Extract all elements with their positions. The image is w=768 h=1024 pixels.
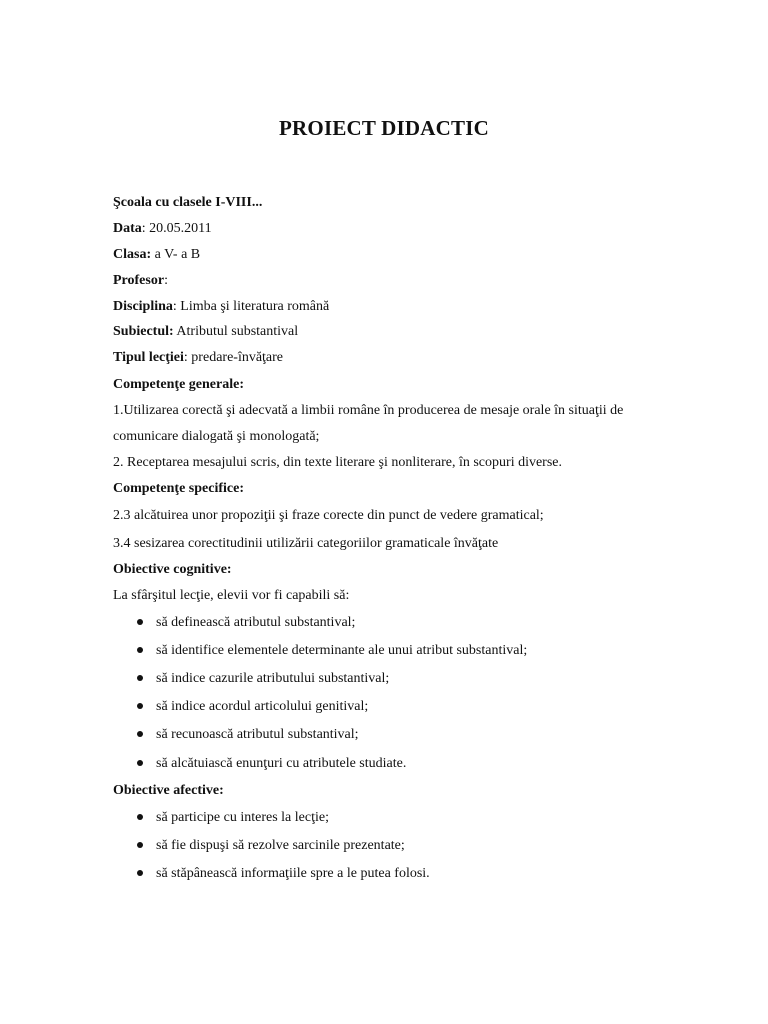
bullet-icon	[137, 619, 143, 625]
school-name: Şcoala cu clasele I-VIII...	[113, 195, 263, 210]
general-competence-item: 2. Receptarea mesajului scris, din texte literare şi nonliterare, în scopuri diverse.	[113, 455, 563, 470]
bullet-icon	[137, 814, 143, 820]
list-item: să stăpânească informaţiile spre a le putea folosi.	[137, 865, 757, 883]
class-value: a V- a B	[151, 247, 201, 262]
discipline-label: Disciplina	[113, 299, 173, 314]
specific-competences-heading: Competenţe specifice:	[113, 481, 245, 496]
bullet-icon	[137, 760, 143, 766]
class-line	[113, 246, 733, 264]
affective-objectives-heading: Obiective afective:	[113, 783, 224, 798]
general-competences-heading: Competenţe generale:	[113, 377, 245, 392]
page-title: PROIECT DIDACTIC	[279, 116, 489, 140]
bullet-icon	[137, 731, 143, 737]
list-item: să recunoască atributul substantival;	[137, 726, 757, 744]
bullet-icon	[137, 870, 143, 876]
bullet-icon	[137, 647, 143, 653]
cognitive-objectives-heading: Obiective cognitive:	[113, 562, 232, 577]
lesson-type-label: Tipul lecţiei	[113, 350, 184, 365]
subject-line	[113, 323, 733, 341]
subject-value: Atributul substantival	[173, 324, 299, 339]
bullet-icon	[137, 675, 143, 681]
list-item: să definească atributul substantival;	[137, 614, 757, 632]
general-competence-item: comunicare dialogată şi monologată;	[113, 429, 320, 444]
teacher-value: :	[164, 273, 168, 288]
list-item: să fie dispuşi să rezolve sarcinile prezentate;	[137, 837, 757, 855]
class-label: Clasa:	[113, 247, 152, 262]
list-item: să alcătuiască enunţuri cu atributele studiate.	[137, 755, 757, 773]
date-value: : 20.05.2011	[141, 221, 212, 236]
school-line	[113, 194, 733, 212]
general-competence-item: 1.Utilizarea corectă şi adecvată a limbii române în producerea de mesaje orale în situaţii de	[113, 403, 624, 418]
subject-label: Subiectul:	[113, 324, 174, 339]
lesson-type-value: : predare-învăţare	[183, 350, 284, 365]
list-item: să indice cazurile atributului substantival;	[137, 670, 757, 688]
teacher-label: Profesor	[113, 273, 165, 288]
teacher-line	[113, 272, 733, 290]
discipline-value: : Limba şi literatura română	[172, 299, 330, 314]
cognitive-objectives-intro: La sfârşitul lecţie, elevii vor fi capabili să:	[113, 588, 350, 603]
date-line	[113, 220, 733, 238]
lesson-type-line	[113, 349, 733, 367]
list-item: să identifice elementele determinante ale unui atribut substantival;	[137, 642, 757, 660]
date-label: Data	[113, 221, 142, 236]
discipline-line	[113, 298, 733, 316]
bullet-icon	[137, 842, 143, 848]
bullet-icon	[137, 703, 143, 709]
list-item: să participe cu interes la lecţie;	[137, 809, 757, 827]
list-item: să indice acordul articolului genitival;	[137, 698, 757, 716]
specific-competence-item: 2.3 alcătuirea unor propoziţii şi fraze corecte din punct de vedere gramatical;	[113, 508, 544, 523]
specific-competence-item: 3.4 sesizarea corectitudinii utilizării categoriilor gramaticale învăţate	[113, 536, 499, 551]
